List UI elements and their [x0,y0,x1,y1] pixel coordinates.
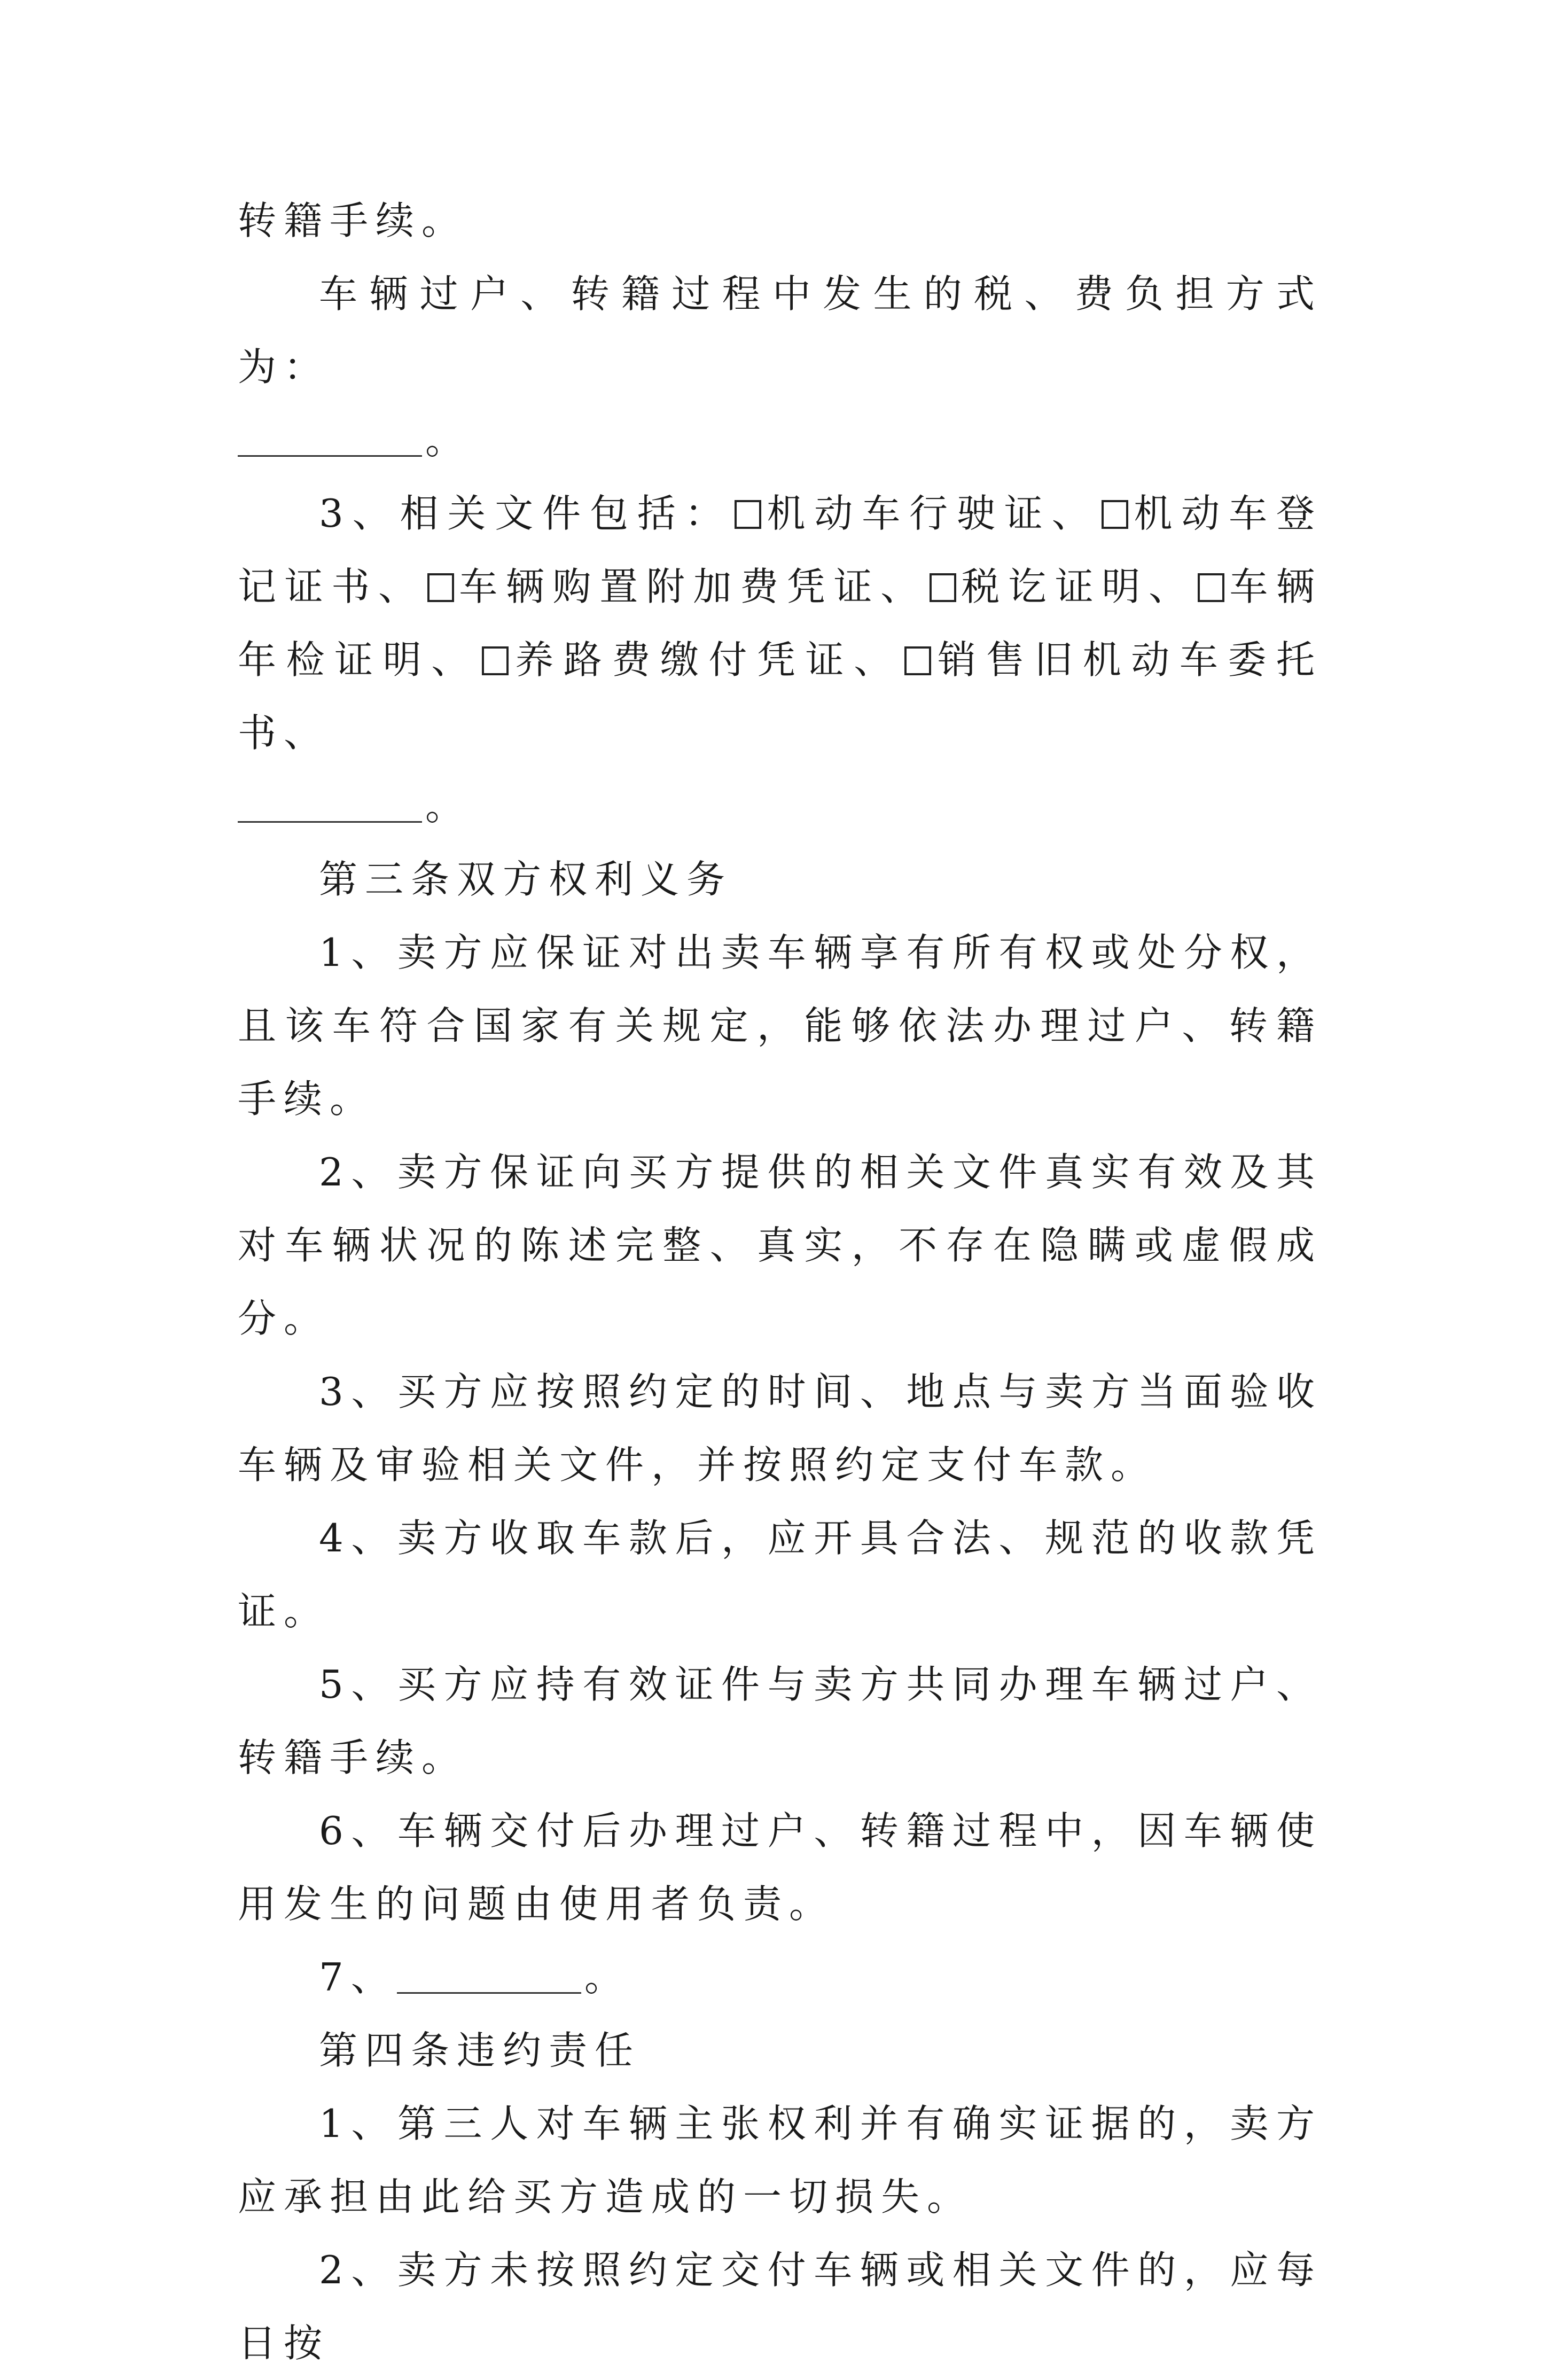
checkbox[interactable] [735,500,761,529]
doc-label: 车辆年检证明、 [238,564,1322,682]
article-4-item-2: 2、卖方未按照约定交付车辆或相关文件的，应每日按 [238,2248,1322,2366]
article-4-item-1: 1、第三人对车辆主张权利并有确实证据的，卖方应承担由此给买方造成的一切损失。 [238,2101,1322,2219]
checkbox[interactable] [904,646,931,675]
doc-label: 车辆购置附加费凭证、 [458,564,927,609]
article-3-item-2: 2、卖方保证向买方提供的相关文件真实有效及其对车辆状况的陈述完整、真实，不存在隐瞒或虚假成分。 [238,1150,1322,1341]
fill-blank[interactable] [238,417,422,457]
item-number: 7、 [319,1955,397,2000]
article-3-item-6: 6、车辆交付后办理过户、转籍过程中，因车辆使用发生的问题由使用者负责。 [238,1808,1322,1926]
article-3-title: 第三条双方权利义务 [319,857,733,902]
document-page [238,184,1322,2380]
tax-fee-clause: 车辆过户、转籍过程中发生的税、费负担方式为： [238,271,1322,389]
period: 。 [425,784,472,829]
article-3-item-5: 5、买方应持有效证件与卖方共同办理车辆过户、转籍手续。 [238,1662,1322,1780]
checkbox[interactable] [1198,573,1224,602]
documents-blank-line [238,770,1322,843]
related-documents-clause [238,477,1322,770]
article-4-title: 第四条违约责任 [319,2028,641,2073]
doc-label: 机动车行驶证、 [765,491,1099,536]
doc-label: 机动车登记证书、 [238,491,1322,609]
fill-blank[interactable] [397,1954,581,1994]
checkbox[interactable] [427,573,454,602]
checkbox[interactable] [482,646,509,675]
article-3-item-4: 4、卖方收取车款后，应开具合法、规范的收款凭证。 [238,1516,1322,1634]
fill-blank[interactable] [238,783,422,823]
doc-label: 养路费缴付凭证、 [512,637,902,682]
period: 。 [584,1955,630,2000]
text-line: 转籍手续。 [238,198,468,243]
clause-intro: 3、相关文件包括： [319,491,732,536]
period: 。 [425,418,472,463]
article-3-item-3: 3、买方应按照约定的时间、地点与卖方当面验收车辆及审验相关文件，并按照约定支付车款。 [238,1369,1322,1487]
doc-label: 税讫证明、 [960,564,1196,609]
checkbox[interactable] [930,573,956,602]
checkbox[interactable] [1102,500,1128,529]
article-3-item-1: 1、卖方应保证对出卖车辆享有所有权或处分权，且该车符合国家有关规定，能够依法办理过户、转籍手续。 [238,930,1322,1121]
article-3-item-7 [238,1941,1322,2014]
tax-fee-blank-line [238,404,1322,477]
doc-label: 销售旧机动车委托书、 [238,637,1322,755]
